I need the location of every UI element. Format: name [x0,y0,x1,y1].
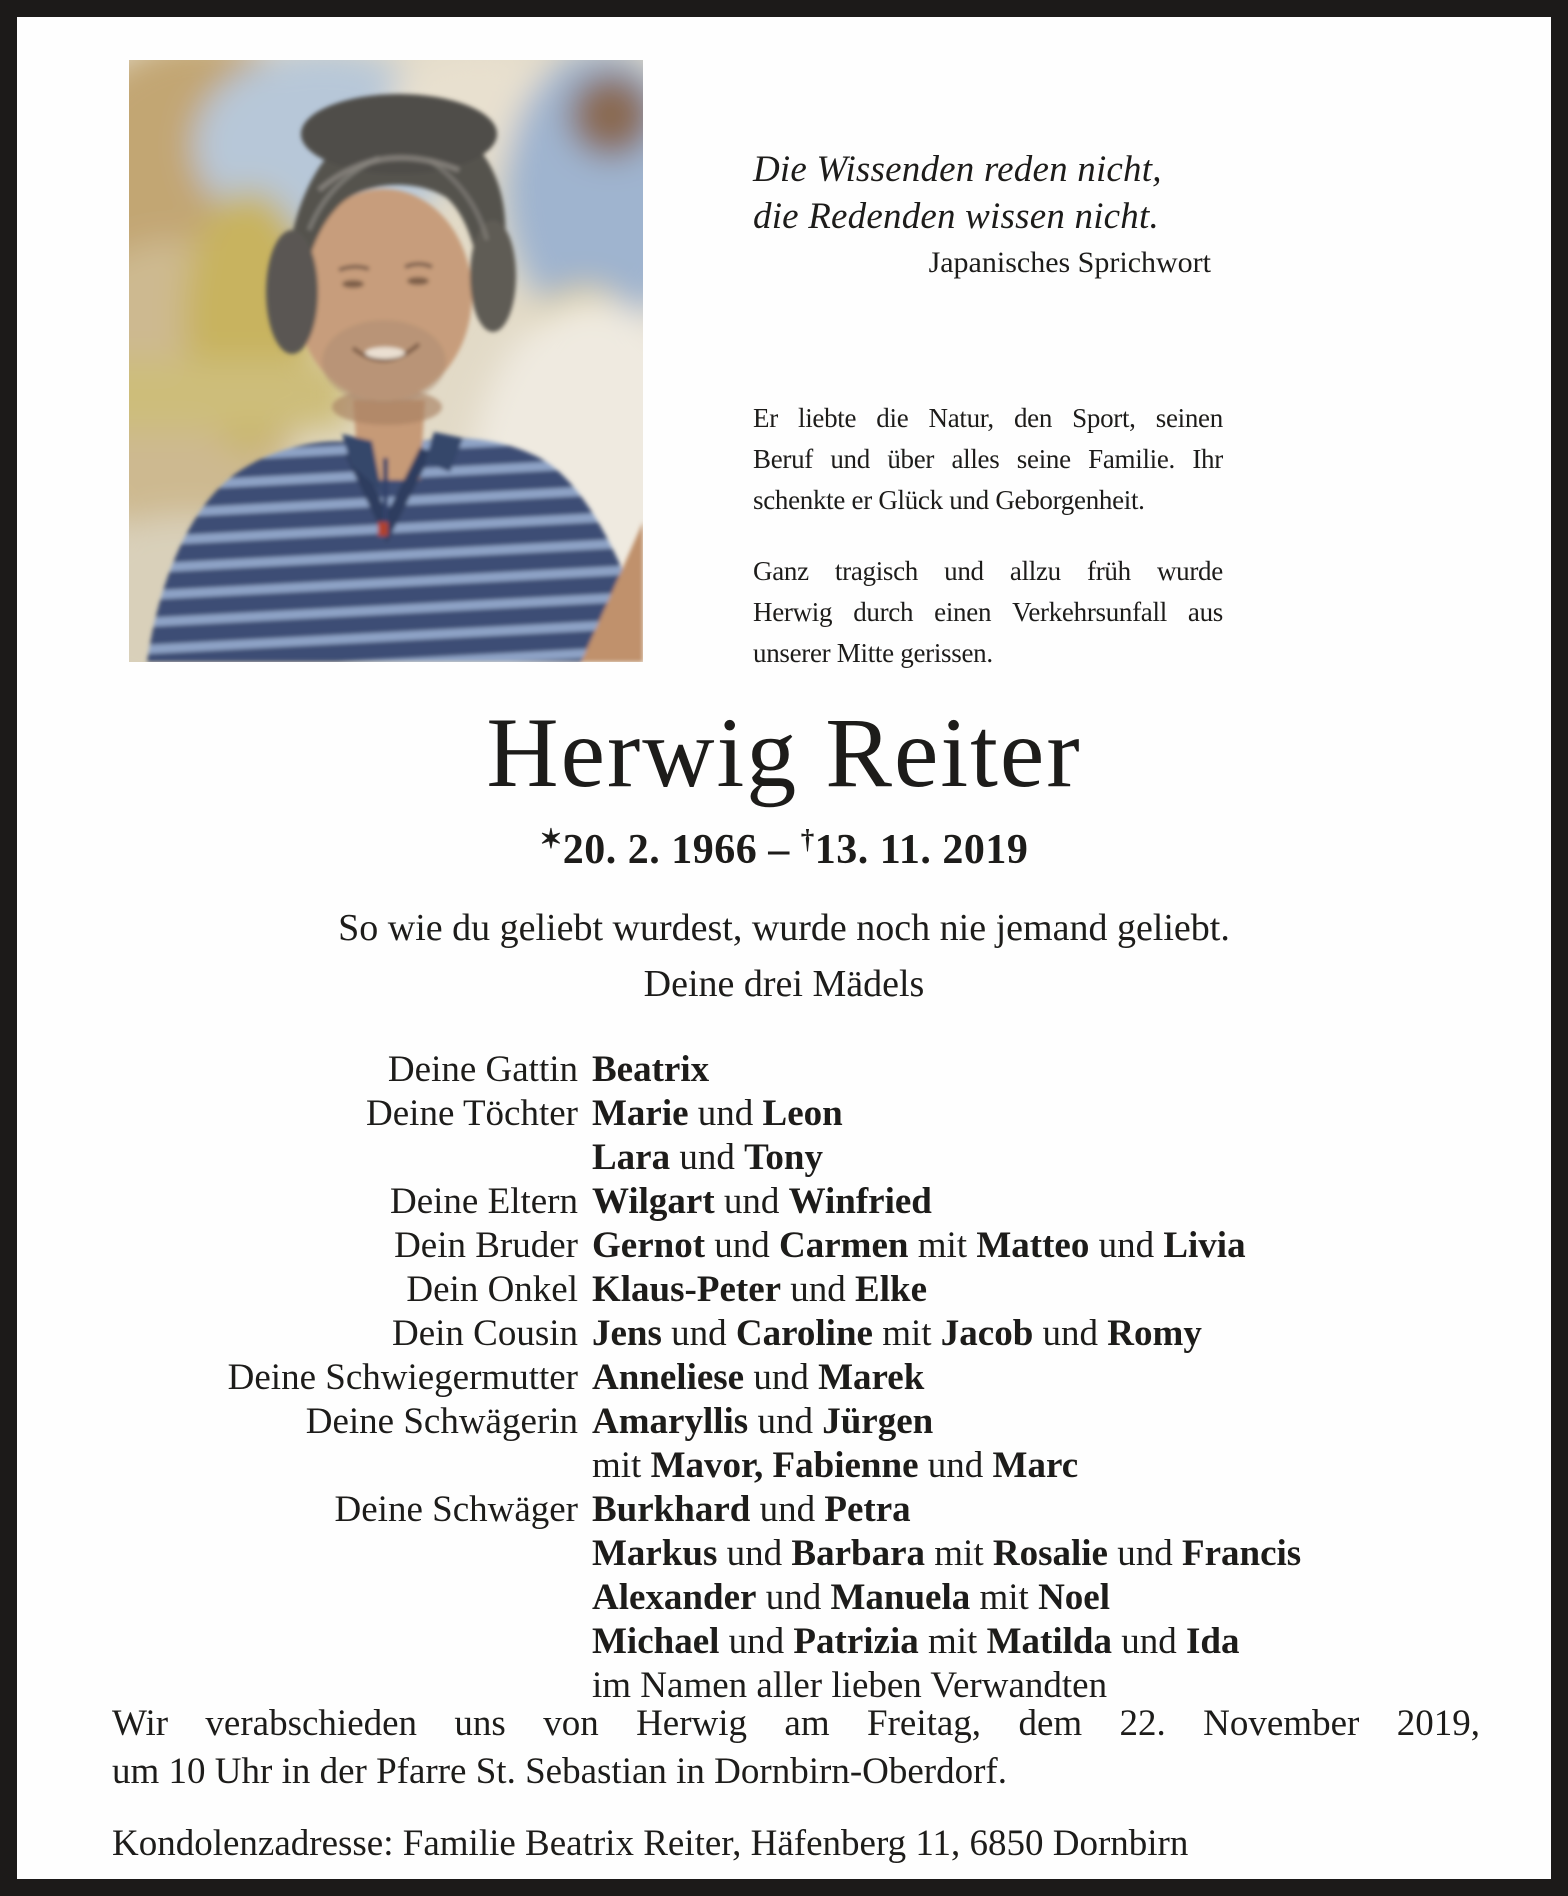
condolence-address: Kondolenzadresse: Familie Beatrix Reiter, Häfenberg 11, 6850 Dornbirn [112,1823,1189,1864]
family-relation-label: Dein Cousin [391,1313,578,1354]
family-row [140,1576,1470,1620]
family-names: Marie und Leon [592,1093,843,1134]
portrait-photo [129,60,643,662]
family-names: Lara und Tony [592,1137,823,1178]
dedication-signature: Deine drei Mädels [643,963,925,1005]
quote-line: Die Wissenden reden nicht, [753,149,1162,190]
intro-paragraph-2 [753,551,1223,674]
family-relation-label: Deine Schwäger [334,1489,578,1530]
family-relation-label [140,1620,578,1664]
farewell-paragraph [112,1700,1480,1796]
family-row [140,1532,1470,1576]
dedication-line: So wie du geliebt wurdest, wurde noch nie jemand geliebt. [338,907,1230,949]
family-relation-label [140,1576,578,1620]
family-row [140,1488,1470,1532]
deceased-name: Herwig Reiter [486,697,1082,808]
family-row [140,1048,1470,1092]
family-names: Alexander und Manuela mit Noel [592,1577,1110,1618]
family-names: Beatrix [592,1049,710,1090]
death-cross-icon: † [800,824,815,854]
family-relation-label: Deine Gattin [387,1049,578,1090]
family-names: Amaryllis und Jürgen [592,1401,934,1442]
family-relation-label [140,1136,578,1180]
family-names: Anneliese und Marek [592,1357,925,1398]
family-row [140,1356,1470,1400]
family-relation-label [140,1532,578,1576]
family-row [140,1268,1470,1312]
text-line: Herwig durch einen Verkehrsunfall aus [753,597,1223,627]
death-date: 13. 11. 2019 [814,827,1029,873]
text-line: um 10 Uhr in der Pfarre St. Sebastian in Dornbirn-Oberdorf. [112,1751,1007,1792]
family-row [140,1224,1470,1268]
family-names: Jens und Caroline mit Jacob und Romy [592,1313,1202,1354]
family-row [140,1180,1470,1224]
text-line: Er liebte die Natur, den Sport, seinen [753,403,1223,433]
intro-paragraph-1 [753,398,1223,521]
quote-block [753,146,1215,240]
family-list [140,1048,1470,1708]
text-line: Beruf und über alles seine Familie. Ihr [753,444,1223,474]
family-relation-label: Deine Töchter [366,1093,578,1134]
family-names: Burkhard und Petra [592,1489,911,1530]
family-relation-label: Deine Schwiegermutter [227,1357,578,1398]
family-row [140,1620,1470,1664]
portrait-photo-illustration [129,60,643,662]
family-relation-label: Dein Onkel [406,1269,578,1310]
family-names: im Namen aller lieben Verwandten [592,1665,1108,1706]
family-relation-label: Deine Schwägerin [305,1401,578,1442]
text-line: Ganz tragisch und allzu früh wurde [753,556,1223,586]
quote-line: die Redenden wissen nicht. [753,196,1159,237]
family-names: Wilgart und Winfried [592,1181,932,1222]
life-dates [0,824,1568,874]
family-row [140,1400,1470,1444]
birth-date: 20. 2. 1966 [562,827,758,873]
family-relation-label [140,1444,578,1488]
family-relation-label: Dein Bruder [394,1225,578,1266]
text-line: Wir verabschieden uns von Herwig am Freitag, dem 22. November 2019, [112,1703,1480,1744]
text-line: schenkte er Glück und Geborgenheit. [753,485,1145,515]
family-row [140,1136,1470,1180]
family-names: Klaus-Peter und Elke [592,1269,928,1310]
family-names: Michael und Patrizia mit Matilda und Ida [592,1621,1240,1662]
birth-star-icon: ✶ [539,824,563,854]
family-row [140,1092,1470,1136]
family-names: Markus und Barbara mit Rosalie und Francis [592,1533,1302,1574]
family-names: mit Mavor, Fabienne und Marc [592,1445,1079,1486]
family-names: Gernot und Carmen mit Matteo und Livia [592,1225,1246,1266]
family-relation-label: Deine Eltern [390,1181,578,1222]
family-row [140,1312,1470,1356]
family-row [140,1444,1470,1488]
dates-separator: – [768,827,790,873]
quote-attribution: Japanisches Sprichwort [928,246,1211,279]
text-line: unserer Mitte gerissen. [753,638,993,668]
